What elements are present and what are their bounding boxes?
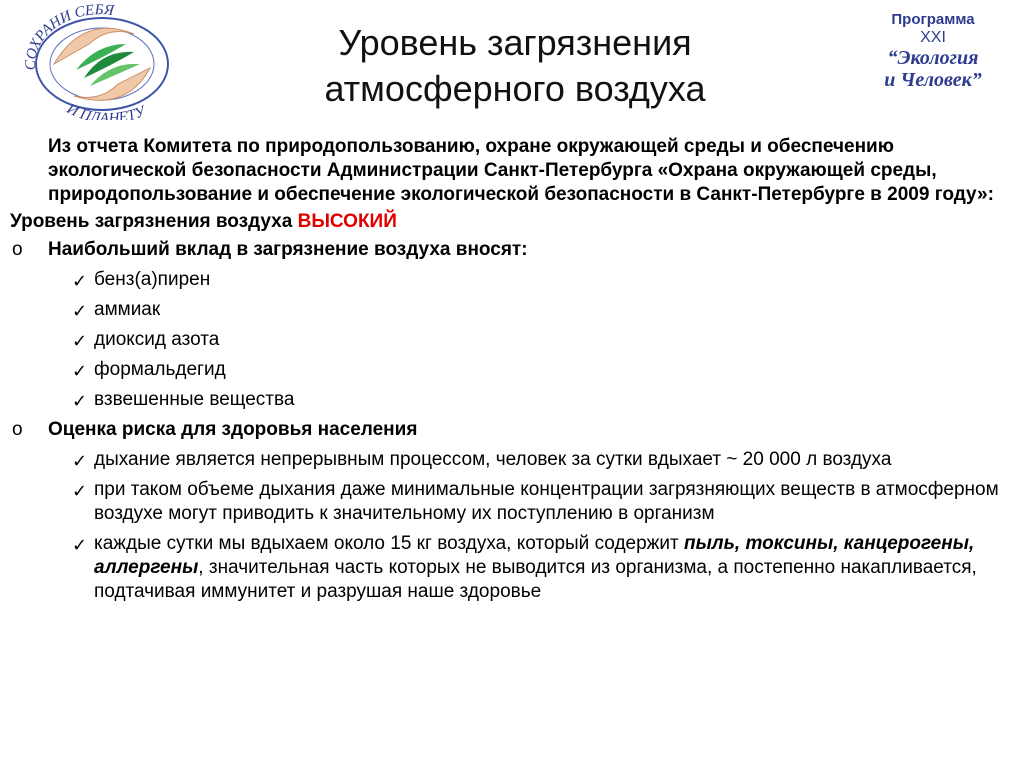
list-item [10, 298, 1000, 322]
checkmark-icon: ✓ [72, 301, 88, 321]
list-item [10, 268, 1000, 292]
list-item-text: формальдегид [94, 359, 226, 380]
list-item [10, 478, 1000, 526]
list-item [10, 532, 1000, 604]
pollution-level-value: ВЫСОКИЙ [297, 211, 397, 232]
section-health-risk-heading: Оценка риска для здоровья населения [48, 419, 418, 440]
list-item-text: диоксид азота [94, 329, 220, 350]
list-item-text-pre: каждые сутки мы вдыхаем около 15 кг воздуха, который содержит [94, 533, 684, 554]
section-main-contributors [10, 238, 1000, 262]
list-item [10, 358, 1000, 382]
list-item [10, 448, 1000, 472]
checkmark-icon: ✓ [72, 391, 88, 411]
slide-content [10, 135, 1000, 610]
pollution-level-label: Уровень загрязнения воздуха [10, 211, 293, 232]
logo-program-xxi [858, 10, 1008, 102]
logo-right-line2: XXI [920, 29, 946, 46]
logo-right-line1: Программа [891, 11, 975, 28]
logo-left-text-top: СОХРАНИ СЕБЯ [22, 4, 115, 71]
logo-left-text-bottom: И ПЛАНЕТУ [64, 100, 148, 120]
contributors-list [10, 268, 1000, 412]
slide-title-line2: атмосферного воздуха [324, 68, 706, 109]
section-main-contributors-heading: Наибольший вклад в загрязнение воздуха вносят: [48, 239, 528, 260]
list-item-text: взвешенные вещества [94, 389, 295, 410]
slide-title [250, 20, 780, 112]
logo-save-yourself-and-planet [14, 4, 182, 120]
list-item-text-emphasis: пыль, токсины, канцерогены, аллергены [94, 533, 975, 578]
logo-right-line4: и Человек” [884, 69, 982, 91]
list-item-text: аммиак [94, 299, 161, 320]
logo-right-line3: “Экология [887, 47, 979, 69]
list-item [10, 328, 1000, 352]
intro-paragraph: Из отчета Комитета по природопользованию, охране окружающей среды и обеспечению экологической безопасности Администрации Санкт-Петербурга «Охрана окружающей среды, природопользование и обеспечение экологической безопасности в Санкт-Петербурге в 2009 году»: [48, 136, 994, 205]
list-item-text: бенз(а)пирен [94, 269, 211, 290]
circle-bullet-icon: o [12, 419, 23, 440]
checkmark-icon: ✓ [72, 481, 88, 501]
list-item-text: дыхание является непрерывным процессом, человек за сутки вдыхает ~ 20 000 л воздуха [94, 449, 892, 470]
health-risk-list [10, 448, 1000, 604]
list-item-text: при таком объеме дыхания даже минимальные концентрации загрязняющих веществ в атмосферном воздухе могут приводить к значительному их поступлению в организм [94, 479, 999, 524]
checkmark-icon: ✓ [72, 271, 88, 291]
checkmark-icon: ✓ [72, 535, 88, 555]
list-item [10, 388, 1000, 412]
section-health-risk [10, 418, 1000, 442]
pollution-level-line [10, 210, 1000, 234]
checkmark-icon: ✓ [72, 331, 88, 351]
list-item-text-post: , значительная часть которых не выводится из организма, а постепенно накапливается, подтачивая иммунитет и разрушая наше здоровье [94, 557, 977, 602]
circle-bullet-icon: o [12, 239, 23, 260]
slide-title-line1: Уровень загрязнения [338, 22, 692, 63]
hands-globe-leaves-logo-icon [14, 4, 182, 120]
checkmark-icon: ✓ [72, 451, 88, 471]
checkmark-icon: ✓ [72, 361, 88, 381]
